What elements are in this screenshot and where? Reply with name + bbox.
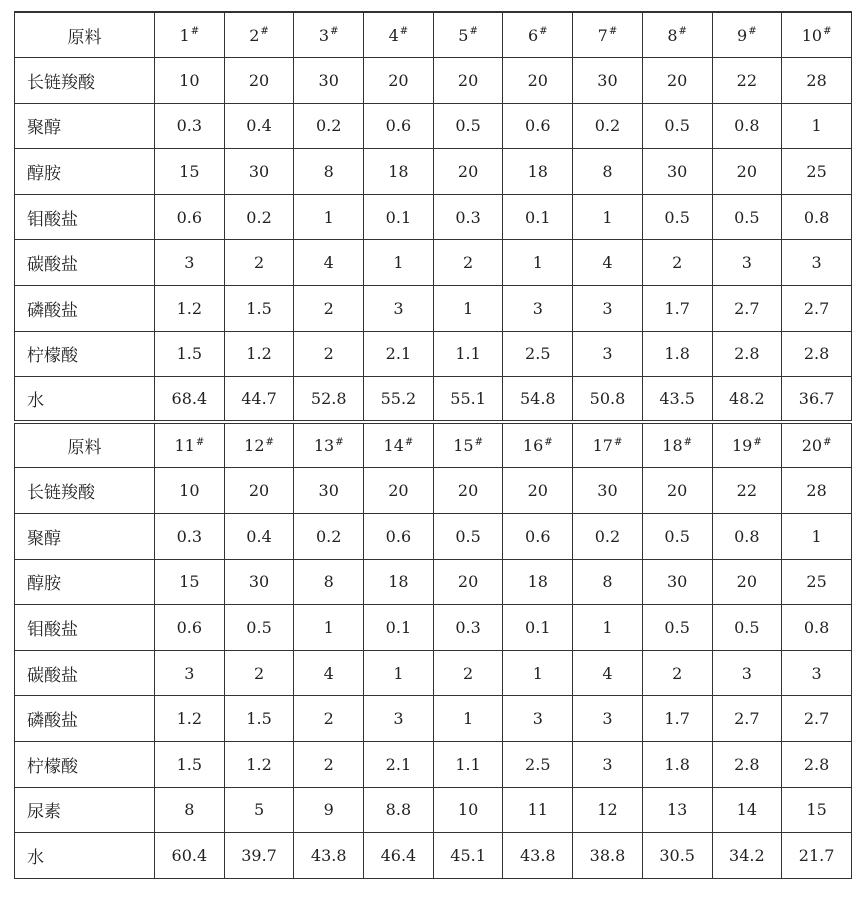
table-cell: 3 xyxy=(503,696,573,742)
table-cell: 0.2 xyxy=(294,514,364,560)
header-row xyxy=(15,422,852,468)
sample-mark: # xyxy=(195,437,205,449)
table-cell: 2.1 xyxy=(364,742,434,788)
table-cell: 2 xyxy=(224,650,294,696)
table-cell: 1.1 xyxy=(433,742,503,788)
table-cell: 2 xyxy=(224,240,294,286)
table-cell: 4 xyxy=(573,240,643,286)
sample-column-header xyxy=(782,12,852,58)
formulation-table xyxy=(14,11,852,879)
ingredient-label: 水 xyxy=(15,833,155,879)
table-cell: 20 xyxy=(642,468,712,514)
table-cell: 20 xyxy=(364,58,434,104)
table-cell: 1.8 xyxy=(642,331,712,377)
table-cell: 1 xyxy=(294,605,364,651)
ingredient-label: 碳酸盐 xyxy=(15,240,155,286)
table-cell: 22 xyxy=(712,58,782,104)
sample-mark: # xyxy=(335,437,344,449)
ingredient-label: 聚醇 xyxy=(15,514,155,560)
table-cell: 38.8 xyxy=(573,833,643,879)
ingredient-label: 尿素 xyxy=(15,787,155,833)
table-cell: 2 xyxy=(294,286,364,332)
sample-mark: # xyxy=(330,26,339,38)
table-cell: 20 xyxy=(224,468,294,514)
table-cell: 60.4 xyxy=(155,833,225,879)
sample-column-header xyxy=(573,422,643,468)
table-cell: 0.2 xyxy=(573,103,643,149)
table-cell: 20 xyxy=(433,58,503,104)
table-cell: 2 xyxy=(642,240,712,286)
table-cell: 10 xyxy=(433,787,503,833)
table-row xyxy=(15,742,852,788)
sample-number: 6 xyxy=(527,25,539,45)
sample-mark: # xyxy=(469,26,478,38)
ingredient-label: 钼酸盐 xyxy=(15,194,155,240)
table-cell: 20 xyxy=(364,468,434,514)
table-row xyxy=(15,58,852,104)
table-cell: 1.2 xyxy=(224,331,294,377)
table-cell: 0.6 xyxy=(503,514,573,560)
table-cell: 1.2 xyxy=(155,696,225,742)
table-cell: 14 xyxy=(712,787,782,833)
table-cell: 3 xyxy=(155,240,225,286)
formulation-table-wrapper xyxy=(14,11,852,879)
table-row xyxy=(15,149,852,195)
table-cell: 9 xyxy=(294,787,364,833)
sample-mark: # xyxy=(748,26,757,38)
table-cell: 1 xyxy=(573,605,643,651)
table-cell: 0.6 xyxy=(364,103,434,149)
ingredient-label: 柠檬酸 xyxy=(15,742,155,788)
sample-column-header xyxy=(712,12,782,58)
table-row xyxy=(15,514,852,560)
table-cell: 0.5 xyxy=(433,514,503,560)
table-cell: 0.5 xyxy=(712,194,782,240)
table-cell: 1.8 xyxy=(642,742,712,788)
table-cell: 0.8 xyxy=(712,103,782,149)
table-cell: 0.5 xyxy=(433,103,503,149)
table-cell: 0.4 xyxy=(224,514,294,560)
table-cell: 0.5 xyxy=(642,103,712,149)
table-row xyxy=(15,605,852,651)
ingredient-label: 磷酸盐 xyxy=(15,286,155,332)
table-cell: 20 xyxy=(503,58,573,104)
sample-mark: # xyxy=(608,26,618,38)
table-cell: 2.8 xyxy=(712,742,782,788)
table-cell: 43.8 xyxy=(294,833,364,879)
ingredient-label: 磷酸盐 xyxy=(15,696,155,742)
table-row xyxy=(15,286,852,332)
table-cell: 1.5 xyxy=(224,286,294,332)
table-cell: 1 xyxy=(294,194,364,240)
table-cell: 3 xyxy=(364,696,434,742)
sample-number: 17 xyxy=(592,436,613,456)
table-row xyxy=(15,650,852,696)
table-cell: 43.5 xyxy=(642,377,712,423)
sample-column-header xyxy=(224,12,294,58)
table-cell: 4 xyxy=(294,240,364,286)
table-cell: 2 xyxy=(294,742,364,788)
ingredient-label: 聚醇 xyxy=(15,103,155,149)
sample-column-header xyxy=(573,12,643,58)
table-cell: 3 xyxy=(364,286,434,332)
table-cell: 30 xyxy=(573,58,643,104)
sample-number: 5 xyxy=(458,25,469,45)
sample-mark: # xyxy=(399,26,409,38)
table-cell: 2.1 xyxy=(364,331,434,377)
table-cell: 0.1 xyxy=(503,194,573,240)
sample-column-header xyxy=(503,12,573,58)
table-cell: 55.1 xyxy=(433,377,503,423)
table-cell: 46.4 xyxy=(364,833,434,879)
table-cell: 8 xyxy=(294,559,364,605)
sample-number: 20 xyxy=(801,436,823,456)
table-cell: 18 xyxy=(364,149,434,195)
table-cell: 30 xyxy=(642,559,712,605)
table-cell: 12 xyxy=(573,787,643,833)
table-cell: 68.4 xyxy=(155,377,225,423)
table-cell: 0.1 xyxy=(364,194,434,240)
table-cell: 34.2 xyxy=(712,833,782,879)
table-cell: 1.7 xyxy=(642,286,712,332)
table-cell: 0.6 xyxy=(155,605,225,651)
sample-column-header xyxy=(782,422,852,468)
table-cell: 2.7 xyxy=(712,286,782,332)
table-cell: 2.8 xyxy=(782,742,852,788)
table-cell: 21.7 xyxy=(782,833,852,879)
sample-number: 10 xyxy=(801,25,823,45)
sample-number: 9 xyxy=(737,25,748,45)
table-cell: 2 xyxy=(433,650,503,696)
ingredient-label: 水 xyxy=(15,377,155,423)
table-cell: 3 xyxy=(712,240,782,286)
sample-column-header xyxy=(155,422,225,468)
table-cell: 3 xyxy=(573,742,643,788)
sample-mark: # xyxy=(678,26,687,38)
sample-mark: # xyxy=(260,26,269,38)
table-cell: 20 xyxy=(224,58,294,104)
table-cell: 1.5 xyxy=(224,696,294,742)
table-cell: 20 xyxy=(433,468,503,514)
table-cell: 1 xyxy=(433,696,503,742)
table-cell: 3 xyxy=(573,331,643,377)
table-cell: 0.4 xyxy=(224,103,294,149)
table-cell: 1.2 xyxy=(224,742,294,788)
table-cell: 0.6 xyxy=(155,194,225,240)
ingredient-label: 钼酸盐 xyxy=(15,605,155,651)
table-cell: 30 xyxy=(294,468,364,514)
table-cell: 30 xyxy=(642,149,712,195)
sample-mark: # xyxy=(474,437,483,449)
table-cell: 30 xyxy=(294,58,364,104)
table-cell: 4 xyxy=(294,650,364,696)
table-cell: 0.5 xyxy=(642,194,712,240)
table-cell: 5 xyxy=(224,787,294,833)
table-cell: 2.8 xyxy=(712,331,782,377)
table-cell: 30 xyxy=(224,559,294,605)
table-cell: 8 xyxy=(294,149,364,195)
table-cell: 18 xyxy=(503,149,573,195)
table-row xyxy=(15,377,852,423)
table-cell: 0.2 xyxy=(224,194,294,240)
table-cell: 0.6 xyxy=(503,103,573,149)
table-cell: 15 xyxy=(155,149,225,195)
table-cell: 2 xyxy=(294,696,364,742)
table-cell: 1 xyxy=(503,240,573,286)
table-cell: 55.2 xyxy=(364,377,434,423)
sample-number: 13 xyxy=(313,436,335,456)
table-cell: 15 xyxy=(155,559,225,605)
sample-mark: # xyxy=(265,437,274,449)
table-cell: 20 xyxy=(433,149,503,195)
sample-mark: # xyxy=(753,437,762,449)
table-cell: 0.5 xyxy=(642,514,712,560)
table-cell: 0.2 xyxy=(573,514,643,560)
sample-number: 3 xyxy=(318,25,330,45)
sample-number: 12 xyxy=(244,436,265,456)
table-row xyxy=(15,240,852,286)
table-cell: 1.5 xyxy=(155,742,225,788)
table-cell: 3 xyxy=(573,286,643,332)
table-cell: 1 xyxy=(573,194,643,240)
sample-column-header xyxy=(155,12,225,58)
table-cell: 45.1 xyxy=(433,833,503,879)
table-cell: 36.7 xyxy=(782,377,852,423)
header-label: 原料 xyxy=(15,422,155,468)
table-cell: 18 xyxy=(503,559,573,605)
table-cell: 2 xyxy=(294,331,364,377)
table-cell: 15 xyxy=(782,787,852,833)
table-cell: 0.1 xyxy=(503,605,573,651)
sample-mark: # xyxy=(613,437,623,449)
sample-column-header xyxy=(294,12,364,58)
table-cell: 1 xyxy=(364,240,434,286)
sample-number: 7 xyxy=(597,25,608,45)
ingredient-label: 长链羧酸 xyxy=(15,58,155,104)
table-cell: 1.1 xyxy=(433,331,503,377)
sample-number: 4 xyxy=(388,25,399,45)
table-cell: 20 xyxy=(503,468,573,514)
table-cell: 0.3 xyxy=(433,194,503,240)
ingredient-label: 柠檬酸 xyxy=(15,331,155,377)
sample-column-header xyxy=(433,12,503,58)
table-row xyxy=(15,194,852,240)
table-cell: 1 xyxy=(782,514,852,560)
table-cell: 3 xyxy=(503,286,573,332)
table-cell: 1 xyxy=(782,103,852,149)
table-cell: 0.3 xyxy=(155,514,225,560)
table-cell: 25 xyxy=(782,559,852,605)
sample-number: 1 xyxy=(179,25,190,45)
table-cell: 0.8 xyxy=(712,514,782,560)
table-cell: 30 xyxy=(224,149,294,195)
table-cell: 54.8 xyxy=(503,377,573,423)
table-cell: 1.5 xyxy=(155,331,225,377)
ingredient-label: 碳酸盐 xyxy=(15,650,155,696)
sample-column-header xyxy=(294,422,364,468)
sample-column-header xyxy=(642,12,712,58)
sample-mark: # xyxy=(544,437,553,449)
table-row xyxy=(15,833,852,879)
sample-column-header xyxy=(364,12,434,58)
table-cell: 2.5 xyxy=(503,742,573,788)
sample-column-header xyxy=(224,422,294,468)
table-row xyxy=(15,331,852,377)
table-cell: 2.7 xyxy=(712,696,782,742)
table-cell: 0.5 xyxy=(642,605,712,651)
sample-number: 11 xyxy=(174,436,195,456)
table-cell: 52.8 xyxy=(294,377,364,423)
header-row xyxy=(15,12,852,58)
table-cell: 20 xyxy=(712,149,782,195)
table-cell: 8 xyxy=(573,559,643,605)
sample-number: 16 xyxy=(522,436,544,456)
table-row xyxy=(15,468,852,514)
table-cell: 3 xyxy=(155,650,225,696)
sample-mark: # xyxy=(190,26,200,38)
table-cell: 3 xyxy=(573,696,643,742)
table-cell: 22 xyxy=(712,468,782,514)
sample-column-header xyxy=(364,422,434,468)
table-cell: 25 xyxy=(782,149,852,195)
table-cell: 20 xyxy=(642,58,712,104)
sample-number: 15 xyxy=(453,436,474,456)
table-row xyxy=(15,559,852,605)
table-cell: 8.8 xyxy=(364,787,434,833)
table-cell: 43.8 xyxy=(503,833,573,879)
table-cell: 0.6 xyxy=(364,514,434,560)
table-cell: 0.5 xyxy=(224,605,294,651)
table-cell: 13 xyxy=(642,787,712,833)
table-cell: 18 xyxy=(364,559,434,605)
table-cell: 4 xyxy=(573,650,643,696)
sample-mark: # xyxy=(823,437,832,449)
sample-mark: # xyxy=(539,26,548,38)
table-cell: 20 xyxy=(433,559,503,605)
ingredient-label: 醇胺 xyxy=(15,149,155,195)
table-cell: 11 xyxy=(503,787,573,833)
sample-number: 14 xyxy=(383,436,404,456)
table-row xyxy=(15,696,852,742)
sample-column-header xyxy=(712,422,782,468)
table-cell: 1 xyxy=(503,650,573,696)
table-cell: 0.1 xyxy=(364,605,434,651)
table-cell: 10 xyxy=(155,58,225,104)
table-cell: 0.3 xyxy=(155,103,225,149)
sample-mark: # xyxy=(404,437,414,449)
table-cell: 28 xyxy=(782,58,852,104)
table-cell: 0.8 xyxy=(782,605,852,651)
table-row xyxy=(15,787,852,833)
table-cell: 10 xyxy=(155,468,225,514)
sample-column-header xyxy=(433,422,503,468)
sample-column-header xyxy=(503,422,573,468)
table-cell: 44.7 xyxy=(224,377,294,423)
table-cell: 1.7 xyxy=(642,696,712,742)
table-cell: 2.7 xyxy=(782,696,852,742)
ingredient-label: 醇胺 xyxy=(15,559,155,605)
sample-mark: # xyxy=(823,26,832,38)
table-cell: 8 xyxy=(155,787,225,833)
table-cell: 2.5 xyxy=(503,331,573,377)
table-cell: 1.2 xyxy=(155,286,225,332)
table-cell: 30 xyxy=(573,468,643,514)
table-cell: 50.8 xyxy=(573,377,643,423)
table-cell: 2 xyxy=(433,240,503,286)
sample-mark: # xyxy=(683,437,693,449)
header-label: 原料 xyxy=(15,12,155,58)
table-cell: 0.3 xyxy=(433,605,503,651)
table-cell: 3 xyxy=(712,650,782,696)
table-cell: 8 xyxy=(573,149,643,195)
table-cell: 0.5 xyxy=(712,605,782,651)
ingredient-label: 长链羧酸 xyxy=(15,468,155,514)
sample-number: 19 xyxy=(731,436,753,456)
table-cell: 20 xyxy=(712,559,782,605)
table-cell: 2.8 xyxy=(782,331,852,377)
table-cell: 1 xyxy=(433,286,503,332)
table-cell: 48.2 xyxy=(712,377,782,423)
table-cell: 2 xyxy=(642,650,712,696)
table-cell: 39.7 xyxy=(224,833,294,879)
table-cell: 0.8 xyxy=(782,194,852,240)
table-cell: 3 xyxy=(782,650,852,696)
sample-number: 2 xyxy=(249,25,260,45)
table-cell: 28 xyxy=(782,468,852,514)
sample-column-header xyxy=(642,422,712,468)
sample-number: 8 xyxy=(667,25,678,45)
table-row xyxy=(15,103,852,149)
table-cell: 30.5 xyxy=(642,833,712,879)
sample-number: 18 xyxy=(662,436,683,456)
table-cell: 3 xyxy=(782,240,852,286)
table-cell: 0.2 xyxy=(294,103,364,149)
table-cell: 1 xyxy=(364,650,434,696)
table-cell: 2.7 xyxy=(782,286,852,332)
